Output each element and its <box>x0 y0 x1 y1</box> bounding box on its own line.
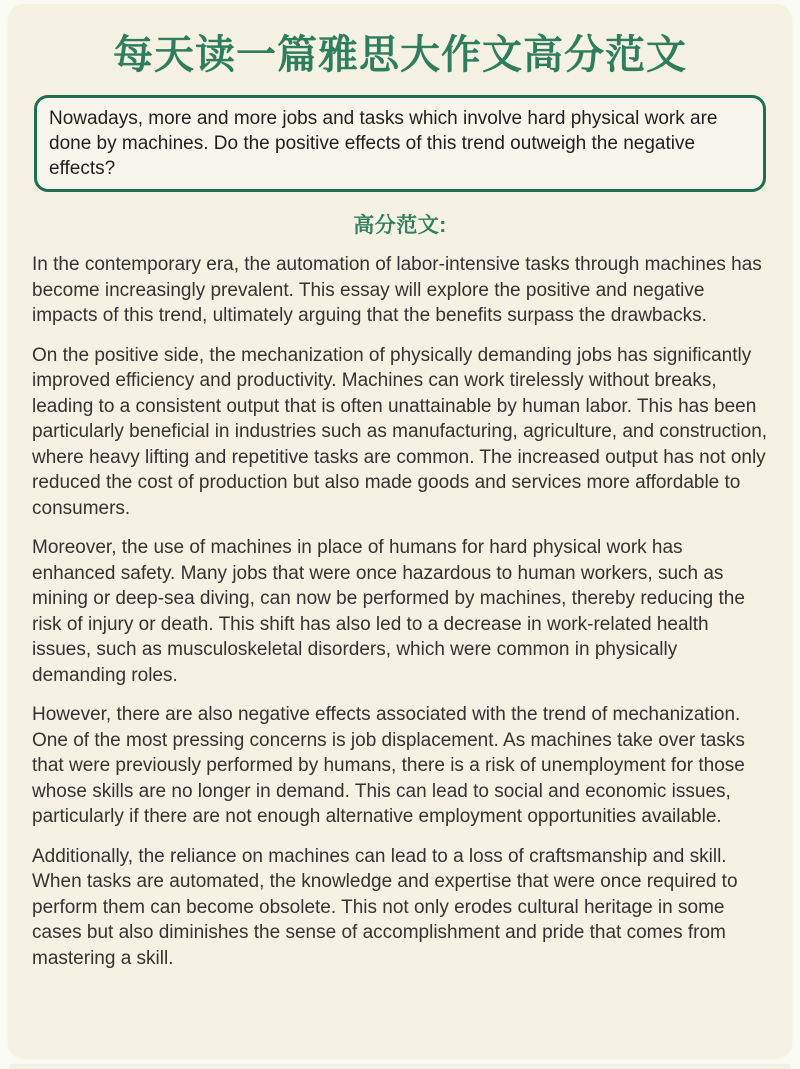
section-heading: 高分范文: <box>353 214 447 237</box>
next-card-edge <box>10 1065 790 1069</box>
question-box <box>34 95 766 192</box>
essay-paragraph-intro: In the contemporary era, the automation of labor-intensive tasks through machines has become increasingly prevalent. This essay will explore the positive and negative impacts of this trend, ultimately arguing that the benefits surpass the drawbacks. <box>32 254 762 326</box>
question-text: Nowadays, more and more jobs and tasks which involve hard physical work are done by machines. Do the positive effects of this trend outweigh the negative effects? <box>49 108 718 179</box>
essay-paragraph-negative-jobs: However, there are also negative effects associated with the trend of mechanization. One of the most pressing concerns is job displacement. As machines take over tasks that were previously performed by humans, there is a risk of unemployment for those whose skills are no longer in demand. This can lead to social and economic issues, particularly if there are not enough alternative employment opportunities available. <box>32 704 745 827</box>
essay-paragraph-positive-efficiency: On the positive side, the mechanization of physically demanding jobs has significantly improved efficiency and productivity. Machines can work tirelessly without breaks, leading to a consistent output that is often unattainable by human labor. This has been particularly beneficial in industries such as manufacturing, agriculture, and construction, where heavy lifting and repetitive tasks are common. The increased output has not only reduced the cost of production but also made goods and services more affordable to consumers. <box>32 344 768 519</box>
essay-paragraph-negative-craftsmanship: Additionally, the reliance on machines can lead to a loss of craftsmanship and skill. When tasks are automated, the knowledge and expertise that were once required to perform them can become obsolete. This not only erodes cultural heritage in some cases but also diminishes the sense of accomplishment and pride that comes from mastering a skill. <box>32 845 738 969</box>
post-card <box>8 4 792 1058</box>
page-title: 每天读一篇雅思大作文高分范文 <box>113 33 687 77</box>
essay-paragraph-positive-safety: Moreover, the use of machines in place of humans for hard physical work has enhanced safety. Many jobs that were once hazardous to human workers, such as mining or deep-sea diving, can now be performed by machines, thereby reducing the risk of injury or death. This shift has also led to a decrease in work-related health issues, such as musculoskeletal disorders, which were common in physically demanding roles. <box>32 537 745 686</box>
